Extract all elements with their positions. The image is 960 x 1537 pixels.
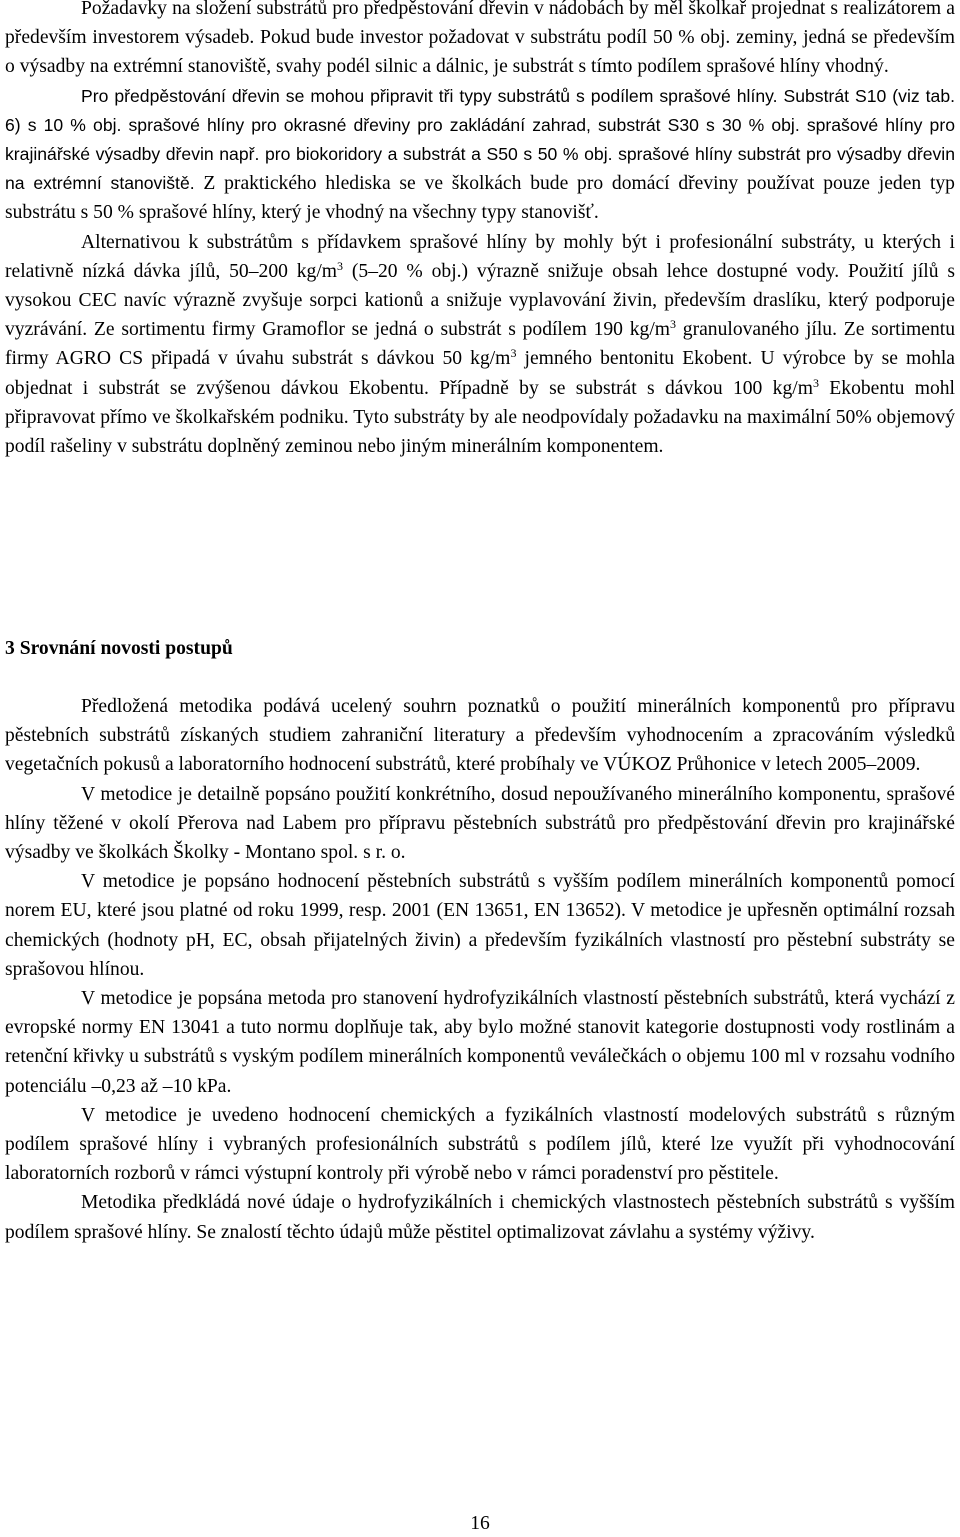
- paragraph: V metodice je popsána metoda pro stanovení hydrofyzikálních vlastností pěstebních substrátů, která vychází z evropské normy EN 13041 a tuto normu doplňuje tak, aby bylo možné stanovit kategorie dostupnosti vody rostlinám a retenční křivky u substrátů s vyským podílem minerálních komponentů veválečkách o objemu 100 ml v rozsahu vodního potenciálu –0,23 až –10 kPa.: [5, 988, 955, 1097]
- paragraph: V metodice je popsáno hodnocení pěstebních substrátů s vyšším podílem minerálních komponentů pomocí norem EU, které jsou platné od roku 1999, resp. 2001 (EN 13651, EN 13652). V metodice je upřesněn optimální rozsah chemických (hodnoty pH, EC, obsah přijatelných živin) a především fyzikálních vlastností pro pěstební substráty se sprašovou hlínou.: [5, 871, 955, 980]
- paragraph: [5, 228, 955, 462]
- paragraph: [5, 0, 955, 82]
- page-number: 16: [470, 1513, 490, 1534]
- superscript: 3: [670, 317, 677, 332]
- paragraph-text: Pro předpěstování dřevin se mohou připravit tři typy substrátů s podílem sprašové hlíny. Substrát S10 (viz tab. 6) s 10 % obj. sprašové hlíny pro okrasné dřeviny pro zakládání zahrad, substrát S30 s 30 % obj. sprašové hlíny pro krajinářské výsadby dřevin např. pro biokoridory a substrát a S50 s 50 % obj. sprašové hlíny substrát pro výsadby dřevin na extrémní stanoviště.: [5, 85, 955, 194]
- text-block-novelty: [5, 692, 955, 1247]
- paragraph: Metodika předkládá nové údaje o hydrofyzikálních i chemických vlastnostech pěstebních substrátů s vyšším podílem sprašové hlíny. Se znalostí těchto údajů může pěstitel optimalizovat závlahu a systémy výživy.: [5, 1192, 955, 1243]
- paragraph-text: Ekobentu mohl připravovat přímo ve školkařském podniku. Tyto substráty by ale neodpovídaly požadavku na maximální 50% objemový podíl rašeliny v substrátu doplněný zeminou nebo jiným minerálním komponentem.: [5, 377, 955, 458]
- paragraph-text: Požadavky na složení substrátů pro předpěstování dřevin v nádobách by měl školkař projednat s realizátorem a především investorem výsadeb. Pokud bude investor požadovat v substrátu podíl 50 % obj. zeminy, jedná se především o výsadby na extrémní stanoviště, svahy podél silnic a dálnic, je substrát s tímto podílem sprašové hlíny vhodný.: [5, 0, 955, 78]
- text-block-substrates: [5, 0, 955, 461]
- section-heading: 3 Srovnání novosti postupů: [5, 638, 233, 659]
- page-body: [5, 0, 955, 461]
- superscript: 3: [337, 258, 344, 273]
- paragraph: [5, 82, 955, 228]
- superscript: 3: [812, 375, 819, 390]
- paragraph-text: granulovaného jílu. Ze sortimentu firmy AGRO CS připadá v úvahu substrát s dávkou 50 kg/m: [5, 319, 955, 370]
- paragraph-text: Z praktického hlediska se ve školkách bude pro domácí dřeviny používat pouze jeden typ substrátu s 50 % sprašové hlíny, který je vhodný na všechny typy stanovišť.: [5, 173, 955, 224]
- paragraph: Předložená metodika podává ucelený souhrn poznatků o použití minerálních komponentů pro přípravu pěstebních substrátů získaných studiem zahraniční literatury a především vyhodnocením a zpracováním výsledků vegetačních pokusů a laboratorního hodnocení substrátů, které probíhaly ve VÚKOZ Průhonice v letech 2005–2009.: [5, 696, 955, 776]
- paragraph: V metodice je uvedeno hodnocení chemických a fyzikálních vlastností modelových substrátů s různým podílem sprašové hlíny i vybraných profesionálních substrátů s podílem jílů, které lze využít při vyhodnocování laboratorních rozborů v rámci výstupní kontroly při výrobě nebo v rámci poradenství pro pěstitele.: [5, 1104, 955, 1185]
- superscript: 3: [510, 346, 517, 361]
- paragraph: V metodice je detailně popsáno použití konkrétního, dosud nepoužívaného minerálního komponentu, sprašové hlíny těžené v okolí Přerova nad Labem pro přípravu pěstebních substrátů pro předpěstování dřevin pro krajinářské výsadby ve školkách Školky - Montano spol. s r. o.: [5, 783, 955, 864]
- paragraph-text: (5–20 % obj.) výrazně snižuje obsah lehce dostupné vody. Použití jílů s vysokou CEC navíc výrazně zvyšuje sorpci kationů a snižuje vyplavování živin, především draslíku, který podporuje vyzrávání. Ze sortimentu firmy Gramoflor se jedná o substrát s podílem 190 kg/m: [5, 260, 955, 341]
- paragraph-text: Alternativou k substrátům s přídavkem sprašové hlíny by mohly být i profesionální substráty, u kterých i relativně nízká dávka jílů, 50–200 kg/m: [5, 231, 955, 282]
- paragraph-text: jemného bentonitu Ekobent. U výrobce by se mohla objednat i substrát se zvýšenou dávkou Ekobentu. Případně by se substrát s dávkou 100 kg/m: [5, 348, 956, 399]
